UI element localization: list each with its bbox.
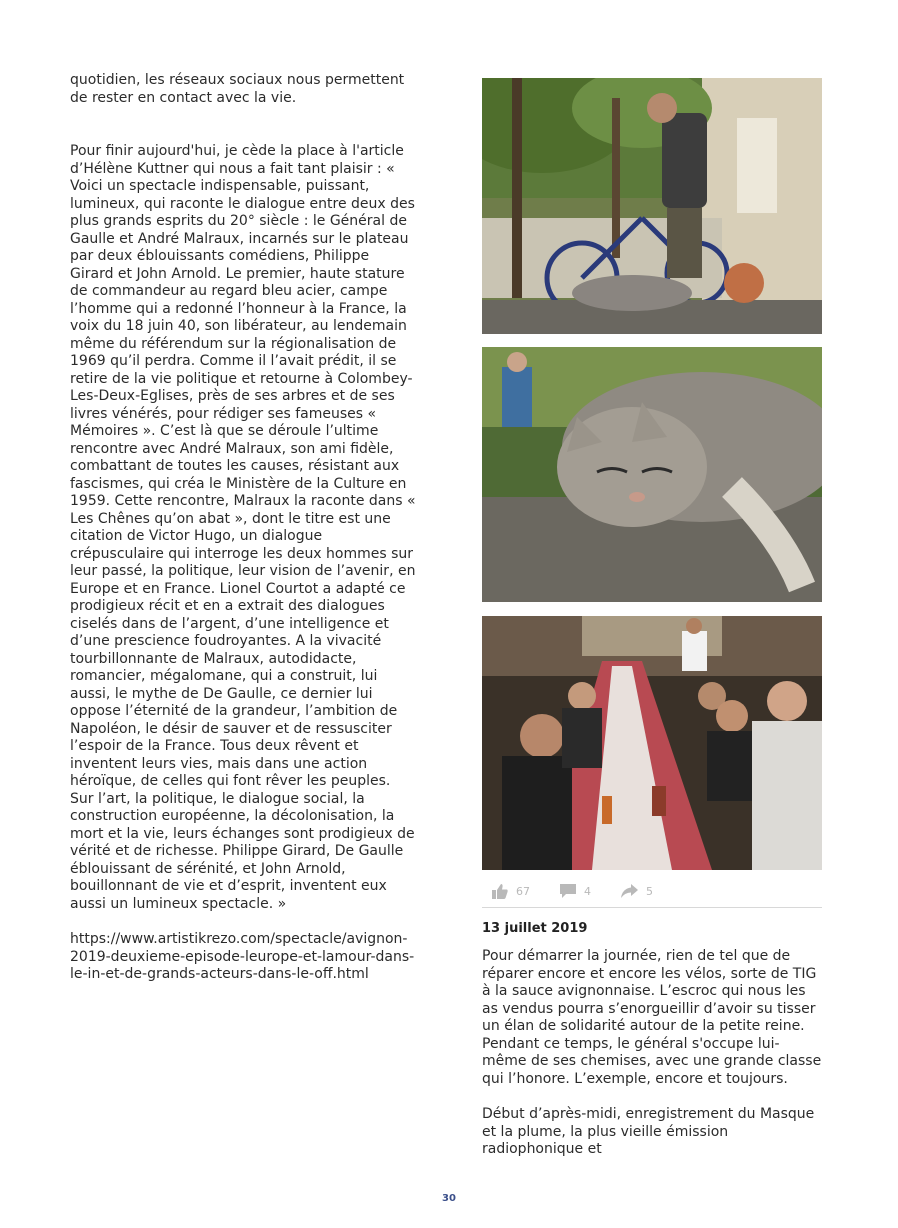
share-arrow-icon bbox=[621, 884, 638, 899]
divider bbox=[482, 907, 822, 908]
paragraph-quote: Pour finir aujourd'hui, je cède la place à l'article d’Hélène Kuttner qui nous a fait tant plaisir : « Voici un spectacle indispensable, puissant, lumineux, qui raconte le dialogue entre deux des plus grands esprits du 20° siècle : le Général de Gaulle et André Malraux, incarnés sur le plateau par deux éblouissants comédiens, Philippe Girard et John Arnold. Le premier, haute stature de commandeur au regard bleu acier, campe l’homme qui a redonné l’honneur à la France, la voix du 18 juin 40, son libérateur, au lendemain même du référendum sur la régionalisation de 1969 qu’il perdra. Comme il l’avait prédit, il se retire de la vie politique et retourne à Colombey-Les-Deux-Eglises, près de ses arbres et de ses livres vénérés, pour rédiger ses fameuses « Mémoires ». C’est là que se déroule l’ultime rencontre avec André Malraux, son ami fidèle, combattant de toutes les causes, résistant aux fascismes, qui créa le Ministère de la Culture en 1959. Cette rencontre, Malraux la raconte dans « Les Chênes qu’on abat », dont le titre est une citation de Victor Hugo, un dialogue crépusculaire qui interroge les deux hommes sur leur passé, la politique, leur vision de l’avenir, en Europe et en France. Lionel Courtot a adapté ce prodigieux récit et en a extrait des dialogues ciselés dans de l’argent, d’une intelligence et d’une prescience foudroyantes. A la vivacité tourbillonnante de Malraux, autodidacte, romancier, mégalomane, qui a construit, lui aussi, le mythe de De Gaulle, ce dernier lui oppose l’éternité de la grandeur, l’ambition de Napoléon, le désir de sauver et de ressusciter l’espoir de la France. Tous deux rêvent et inventent leurs vies, mais dans une action héroïque, de celles qui font rêver les peuples. Sur l’art, la politique, le dialogue social, la construction européenne, la décolonisation, la mort et la vie, leurs échanges sont prodigieux de vérité et de richesse. Philippe Girard, De Gaulle éblouissant de sérénité, et John Arnold, bouillonnant de vie et d’esprit, inventent eux aussi un lumineux spectacle. » bbox=[70, 143, 416, 912]
comment-icon bbox=[560, 884, 576, 899]
article-left-column bbox=[70, 72, 416, 984]
photo-sleeping-cat[interactable] bbox=[482, 347, 822, 602]
comment-action[interactable] bbox=[560, 884, 591, 899]
photo-bicycle-repair[interactable] bbox=[482, 78, 822, 334]
share-count: 5 bbox=[646, 884, 653, 898]
post-paragraph-2: Début d’après-midi, enregistrement du Masque et la plume, la plus vieille émission radiophonique et bbox=[482, 1106, 815, 1157]
thumbs-up-icon bbox=[492, 884, 508, 899]
page-number: 30 bbox=[442, 1193, 456, 1204]
social-bar bbox=[482, 878, 822, 904]
post-right-column bbox=[482, 78, 822, 1159]
source-link[interactable]: https://www.artistikrezo.com/spectacle/avignon-2019-deuxieme-episode-leurope-et-lamour-dans-le-in-et-de-grands-acteurs-dans-le-off.html bbox=[70, 931, 415, 982]
share-action[interactable] bbox=[621, 884, 653, 899]
like-action[interactable] bbox=[492, 884, 530, 899]
like-count: 67 bbox=[516, 884, 530, 898]
paragraph-intro: quotidien, les réseaux sociaux nous permettent de rester en contact avec la vie. bbox=[70, 72, 405, 106]
post-body bbox=[482, 948, 822, 1159]
comment-count: 4 bbox=[584, 884, 591, 898]
post-paragraph-1: Pour démarrer la journée, rien de tel que de réparer encore et encore les vélos, sorte de TIG à la sauce avignonnaise. L’escroc qui nous les as vendus pourra s’enorgueillir d’avoir su tisser un élan de solidarité autour de la petite reine. Pendant ce temps, le général s'occupe lui-même de ses chemises, avec une grande classe qui l’honore. L’exemple, encore et toujours. bbox=[482, 948, 822, 1087]
post-date: 13 juillet 2019 bbox=[482, 921, 588, 936]
photo-group-dinner[interactable] bbox=[482, 616, 822, 870]
